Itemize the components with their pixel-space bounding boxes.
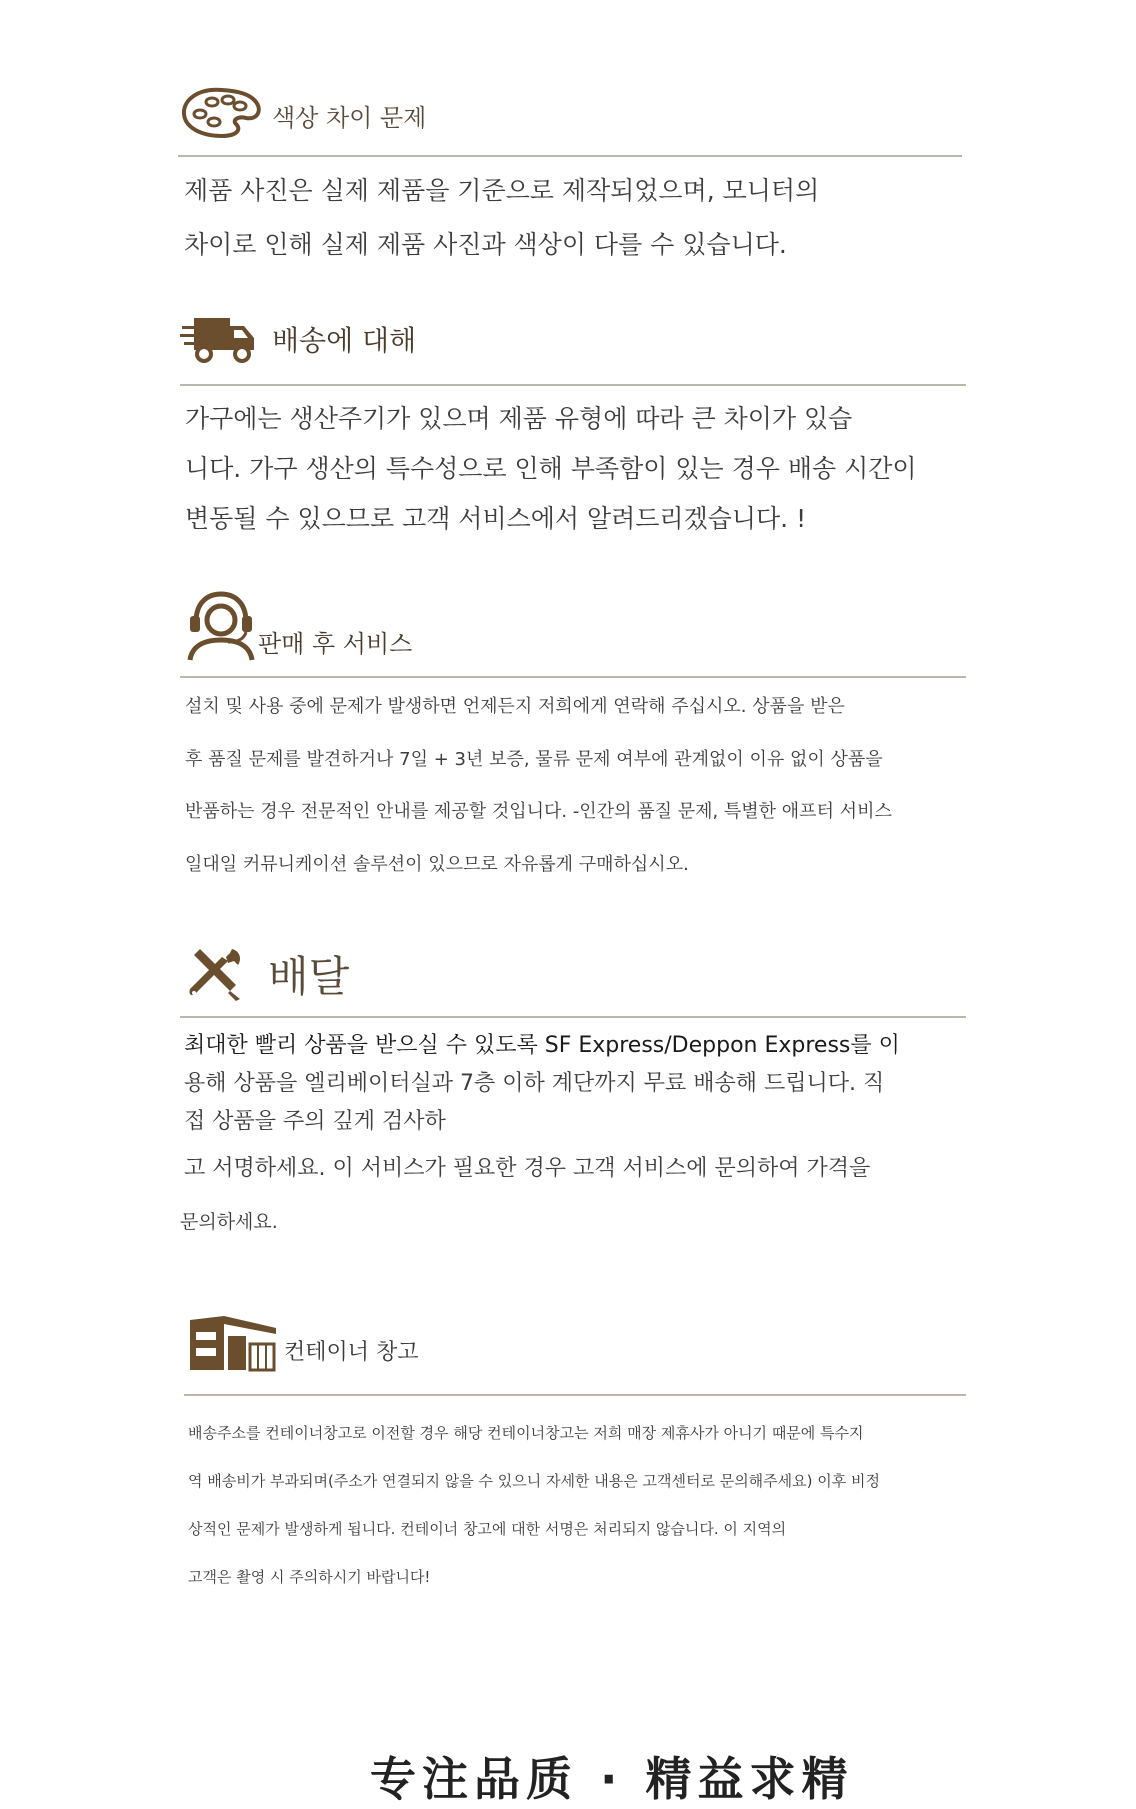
body-line: 상적인 문제가 발생하게 됩니다. 컨테이너 창고에 대한 서명은 처리되지 않습니다. 이 지역의 [188, 1520, 787, 1538]
body-line: 제품 사진은 실제 제품을 기준으로 제작되었으며, 모니터의 [184, 176, 820, 205]
divider [178, 155, 962, 157]
headset-person-icon [186, 590, 256, 662]
body-line: 차이로 인해 실제 제품 사진과 색상이 다를 수 있습니다. [184, 230, 787, 259]
body-line: 일대일 커뮤니케이션 솔루션이 있으므로 자유롭게 구매하십시오. [185, 853, 689, 875]
body-line: 접 상품을 주의 깊게 검사하 [184, 1109, 446, 1134]
section-body [185, 681, 892, 891]
divider [184, 1394, 966, 1396]
tools-icon [186, 945, 244, 1003]
section-header [180, 86, 426, 140]
palette-icon [180, 86, 264, 140]
body-line: 역 배송비가 부과되며(주소가 연결되지 않을 수 있으니 자세한 내용은 고객센터로 문의해주세요) 이후 비정 [188, 1472, 880, 1490]
section-header [186, 590, 412, 662]
body-line: 고객은 촬영 시 주의하시기 바랍니다! [188, 1568, 431, 1586]
footer-banner [0, 1735, 1136, 1806]
delivery-truck-icon [180, 314, 258, 364]
section-title: 컨테이너 창고 [284, 1339, 419, 1365]
section-header [188, 1314, 419, 1374]
body-line: 후 품질 문제를 발견하거나 7일 + 3년 보증, 물류 문제 여부에 관계없이 이유 없이 상품을 [185, 748, 883, 770]
section-body [188, 1409, 880, 1601]
divider [180, 676, 966, 678]
body-line: 배송주소를 컨테이너창고로 이전할 경우 해당 컨테이너창고는 저희 매장 제휴사가 아니기 때문에 특수지 [188, 1424, 864, 1442]
section-title: 색상 차이 문제 [272, 103, 427, 132]
section-body-tail [180, 1204, 278, 1240]
divider [180, 1016, 966, 1018]
body-line: 니다. 가구 생산의 특수성으로 인해 부족함이 있는 경우 배송 시간이 [185, 454, 917, 483]
section-header [186, 944, 349, 1004]
section-title: 배달 [268, 952, 350, 1001]
section-title: 배송에 대해 [272, 324, 417, 357]
body-line: 고 서명하세요. 이 서비스가 필요한 경우 고객 서비스에 문의하여 가격을 [184, 1156, 871, 1181]
body-line: 설치 및 사용 중에 문제가 발생하면 언제든지 저희에게 연락해 주십시오. 상품을 받은 [185, 696, 845, 717]
body-line: 반품하는 경우 전문적인 안내를 제공할 것입니다. -인간의 품질 문제, 특별한 애프터 서비스 [185, 801, 892, 822]
body-line: 용해 상품을 엘리베이터실과 7층 이하 계단까지 무료 배송해 드립니다. 직 [184, 1071, 885, 1096]
section-header [180, 314, 416, 364]
body-line: 가구에는 생산주기가 있으며 제품 유형에 따라 큰 차이가 있습 [185, 404, 853, 433]
section-body [184, 164, 819, 272]
body-line: 최대한 빨리 상품을 받으실 수 있도록 SF Express/Deppon Express를 이 [184, 1033, 900, 1058]
body-line: 문의하세요. [180, 1211, 278, 1233]
body-line: 변동될 수 있으므로 고객 서비스에서 알려드리겠습니다. ! [185, 504, 807, 533]
footer-slogan: 专注品质 · 精益求精 [370, 1752, 854, 1806]
section-body [184, 1027, 900, 1193]
section-body [185, 394, 917, 544]
section-title: 판매 후 서비스 [258, 629, 413, 658]
divider [180, 384, 966, 386]
warehouse-icon [188, 1314, 278, 1374]
